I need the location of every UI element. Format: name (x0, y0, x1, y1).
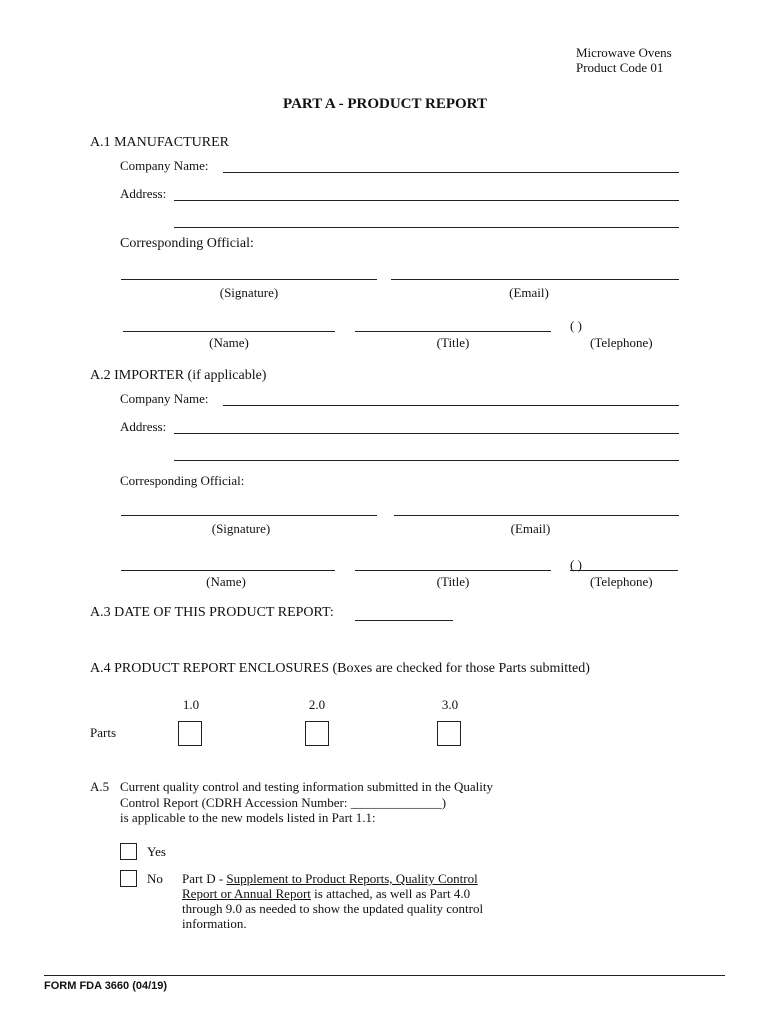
a2-name-field[interactable] (121, 570, 335, 571)
a5-no-text-prefix: Part D - (182, 871, 227, 886)
a1-telephone-caption: (Telephone) (590, 335, 653, 350)
a2-address-field-1[interactable] (174, 433, 679, 434)
a1-address-field-1[interactable] (174, 200, 679, 201)
a1-email-field[interactable] (391, 279, 679, 280)
a1-title-field[interactable] (355, 331, 551, 332)
a4-part-1-label: 1.0 (182, 697, 200, 712)
a1-heading: A.1 MANUFACTURER (90, 135, 229, 150)
a5-yes-label: Yes (147, 844, 166, 859)
a5-no-label: No (147, 871, 163, 886)
a4-parts-label: Parts (90, 725, 116, 740)
a2-company-name-label: Company Name: (120, 391, 209, 406)
a1-official-label: Corresponding Official: (120, 236, 254, 251)
a5-no-text-line-1 (182, 871, 478, 887)
a2-signature-field[interactable] (121, 515, 377, 516)
a1-address-field-2[interactable] (174, 227, 679, 228)
form-id: FORM FDA 3660 (04/19) (44, 980, 168, 992)
a2-title-caption: (Title) (436, 574, 470, 589)
a3-heading: A.3 DATE OF THIS PRODUCT REPORT: (90, 605, 334, 620)
a1-signature-caption: (Signature) (219, 285, 279, 300)
a2-telephone-caption: (Telephone) (590, 574, 653, 589)
a2-telephone-field[interactable] (570, 570, 678, 571)
a2-official-label: Corresponding Official: (120, 473, 245, 488)
a5-text-line-3: is applicable to the new models listed in Part 1.1: (120, 810, 376, 825)
a5-no-text-rest-2: is attached, as well as Part 4.0 (310, 886, 471, 901)
a4-part-3-label: 3.0 (441, 697, 459, 712)
a2-email-caption: (Email) (510, 521, 551, 536)
a2-company-name-field[interactable] (223, 405, 679, 406)
a2-email-field[interactable] (394, 515, 679, 516)
footer-divider (44, 975, 725, 976)
a2-address-label: Address: (120, 419, 167, 434)
a4-part-2-checkbox[interactable] (305, 721, 329, 746)
a1-email-caption: (Email) (509, 285, 549, 300)
a1-name-field[interactable] (123, 331, 335, 332)
a5-number: A.5 (90, 779, 110, 794)
header-product-type: Microwave Ovens (576, 45, 672, 60)
a5-text-line-2: Control Report (CDRH Accession Number: ______________) (120, 795, 447, 810)
a4-part-3-checkbox[interactable] (437, 721, 461, 746)
a1-phone-area-code[interactable]: ( ) (570, 318, 582, 333)
a2-phone-area-code[interactable]: ( ) (570, 557, 582, 572)
a5-no-checkbox[interactable] (120, 870, 137, 887)
a5-text-line-1: Current quality control and testing information submitted in the Quality (120, 779, 493, 794)
a1-address-label: Address: (120, 186, 167, 201)
a2-heading: A.2 IMPORTER (if applicable) (90, 368, 267, 383)
a5-yes-checkbox[interactable] (120, 843, 137, 860)
a5-no-text-link-2: Report or Annual Report (182, 886, 311, 901)
a1-signature-field[interactable] (121, 279, 377, 280)
a2-title-field[interactable] (355, 570, 551, 571)
header-product-code: Product Code 01 (576, 60, 664, 75)
a5-no-text-link-1: Supplement to Product Reports, Quality Control (226, 871, 478, 886)
a4-part-2-label: 2.0 (308, 697, 326, 712)
a4-part-1-checkbox[interactable] (178, 721, 202, 746)
a3-date-field[interactable] (355, 620, 453, 621)
a2-name-caption: (Name) (206, 574, 246, 589)
a2-signature-caption: (Signature) (211, 521, 271, 536)
a5-no-text-line-3: through 9.0 as needed to show the updated quality control (182, 901, 484, 916)
page-title: PART A - PRODUCT REPORT (283, 96, 487, 112)
a1-name-caption: (Name) (209, 335, 249, 350)
a5-no-text-line-2 (182, 886, 470, 902)
a4-heading: A.4 PRODUCT REPORT ENCLOSURES (Boxes are checked for those Parts submitted) (90, 661, 590, 676)
a2-address-field-2[interactable] (174, 460, 679, 461)
a5-no-text-line-4: information. (182, 916, 247, 931)
a1-title-caption: (Title) (436, 335, 470, 350)
a1-company-name-field[interactable] (223, 172, 679, 173)
a1-company-name-label: Company Name: (120, 158, 209, 173)
